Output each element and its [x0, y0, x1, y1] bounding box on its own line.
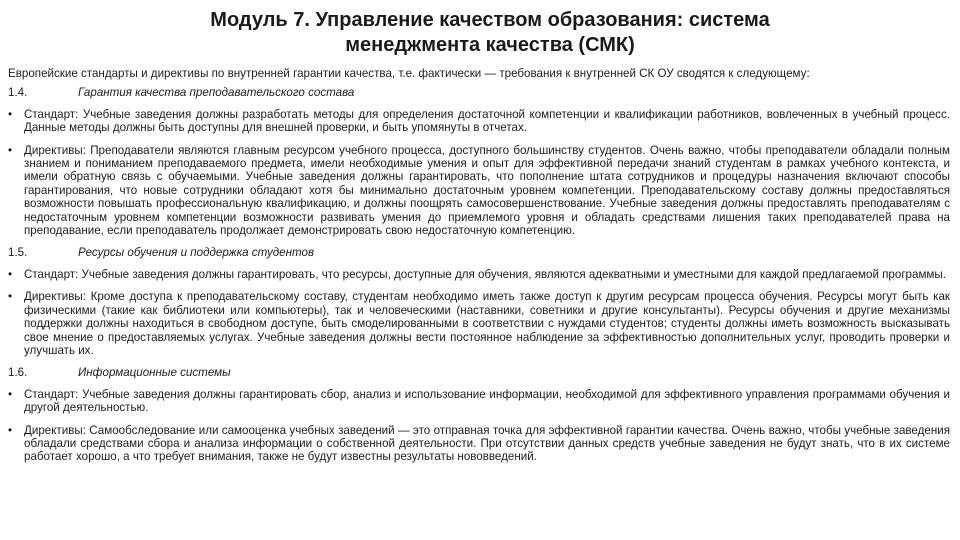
- bullet-icon: •: [8, 107, 13, 121]
- directives-text: Директивы: Кроме доступа к преподавательскому составу, студентам необходимо иметь также доступ к другим ресурсам процесса обучения. Ресурсы могут быть как физическими (такие как библиотеки или компьютеры), так и человеческими (наставники, советники и другие консультанты). Ресурсы обучения и другие механизмы поддержки должны находиться в свободном доступе, быть смоделированными в соответствии с нуждами студентов; студенты должны иметь возможность высказывать свое мнение о предоставляемых услугах. Учебные заведения должны вести постоянное наблюдение за эффективностью дополнительных услуг, проводить проверки и улучшать их.: [24, 290, 950, 357]
- section-title: Ресурсы обучения и поддержка студентов: [78, 246, 315, 260]
- standard-text: Стандарт: Учебные заведения должны гарантировать, что ресурсы, доступные для обучения, являются адекватными и уместными для каждой предлагаемой программы.: [24, 267, 946, 281]
- directives-text: Директивы: Самообследование или самооценка учебных заведений — это отправная точка для эффективной гарантии качества. Очень важно, чтобы учебные заведения обладали средствами сбора и анализа информации о собственной деятельности. При отсутствии данных средств учебные заведения не будут знать, что в их системе работает хорошо, а что требует внимания, также не будут известны результаты нововведений.: [24, 423, 950, 464]
- list-item: [8, 388, 950, 415]
- bullet-icon: •: [8, 290, 13, 304]
- section-heading-1-5: [8, 246, 950, 259]
- section-heading-1-6: [8, 366, 950, 379]
- list-item: [8, 268, 950, 281]
- section-number: 1.6.: [8, 366, 28, 380]
- bullet-icon: •: [8, 143, 13, 157]
- intro-paragraph: Европейские стандарты и директивы по внутренней гарантии качества, т.е. фактически — требования к внутренней СК ОУ сводятся к следующему:: [8, 67, 810, 80]
- list-item: [8, 108, 950, 135]
- bullet-icon: •: [8, 387, 13, 401]
- bullet-icon: •: [8, 423, 13, 437]
- page-title: [110, 8, 870, 58]
- section-number: 1.4.: [8, 86, 28, 100]
- page-title-line-1: Модуль 7. Управление качеством образования: система: [210, 9, 770, 31]
- directives-text: Директивы: Преподаватели являются главным ресурсом учебного процесса, доступного большинству студентов. Очень важно, чтобы преподаватели обладали полным знанием и пониманием преподаваемого предмета, имели необходимые умения и опыт для эффективной передачи знаний студентам в рамках учебного контекста, и имели обратную связь с обучаемыми. Учебные заведения должны гарантировать, что пополнение штата сотрудников и процедуры назначения включают способы гарантирования, что новые сотрудники обладают хотя бы минимально достаточным уровнем компетенции. Преподавательскому составу должны предоставляться возможности повышать профессиональную квалификацию, и должны поощрять самосовершенствование. Учебные заведения должны предоставлять преподавателям с недостаточным уровнем компетенции возможности развивать умения до приемлемого уровня и обладать средствами лишения таких преподавателей права на преподавание, если преподаватель продолжает демонстрировать свою недостаточную компетенцию.: [24, 143, 950, 238]
- standard-text: Стандарт: Учебные заведения должны разработать методы для определения достаточной компетенции и квалификации работников, вовлеченных в учебный процесс. Данные методы должны быть доступны для внешней проверки, и быть упомянуты в отчетах.: [24, 107, 950, 135]
- section-number: 1.5.: [8, 246, 28, 260]
- list-item: [8, 290, 950, 357]
- list-item: [8, 424, 950, 464]
- document-body: [8, 67, 950, 473]
- section-title: Гарантия качества преподавательского состава: [78, 86, 355, 100]
- section-heading-1-4: [8, 86, 950, 99]
- list-item: [8, 144, 950, 238]
- section-title: Информационные системы: [78, 366, 231, 380]
- page-title-line-2: менеджмента качества (СМК): [345, 34, 635, 56]
- standard-text: Стандарт: Учебные заведения должны гарантировать сбор, анализ и использование информации, необходимой для эффективного управления программами обучения и другой деятельностью.: [24, 387, 950, 415]
- bullet-icon: •: [8, 267, 13, 281]
